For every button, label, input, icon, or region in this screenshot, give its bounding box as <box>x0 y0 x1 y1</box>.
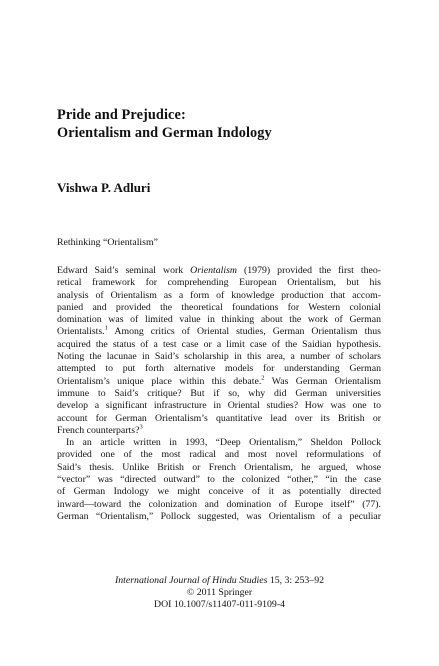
body-line: French counterparts?$^3$ <box>57 423 143 436</box>
body-line: of German Indology we might conceive of it as potentially directed <box>57 486 381 498</box>
journal-citation: International Journal of Hindu Studies 15, 3: 253–92 <box>115 575 324 586</box>
page-footer <box>0 575 439 611</box>
body-line: inward—toward the colonization and domination of Europe itself” (77). <box>57 498 381 510</box>
body-line: immune to Said’s critique? But if so, why did German universities <box>57 387 381 399</box>
body-line: Orientalists.$^1$ Among critics of Oriental studies, German Orientalism thus <box>57 325 381 338</box>
journal-name: International Journal of Hindu Studies <box>115 575 268 586</box>
body-line: German “Orientalism,” Pollock suggested, was Orientalism of a peculiar <box>57 510 381 522</box>
section-heading: Rethinking “Orientalism” <box>57 237 158 248</box>
body-line: panied and provided the theoretical foundations for Western colonial <box>57 301 381 313</box>
body-line: provided one of the most radical and most novel reformulations of <box>57 449 381 461</box>
footnote-marker[interactable]: 3 <box>139 423 143 431</box>
footnote-marker[interactable]: 1 <box>104 325 108 333</box>
body-text <box>57 265 381 523</box>
body-line: account for German Orientalism’s quantitative lead over its British or <box>57 412 381 424</box>
body-line: Orientalism’s unique place within this debate.$^2$ Was German Orientalism <box>57 374 381 387</box>
footnote-marker[interactable]: 2 <box>261 374 265 382</box>
body-line: attempted to put forth alternative models for understanding German <box>57 363 381 375</box>
copyright-notice: © 2011 Springer <box>186 587 253 598</box>
body-line: “vector” was “directed outward” to the colonized “other,” “in the case <box>57 474 381 486</box>
body-line: Said’s thesis. Unlike British or French Orientalism, he argued, whose <box>57 461 381 473</box>
body-line: retical framework for comprehending European Orientalism, but his <box>57 277 381 289</box>
book-title: Orientalism <box>190 265 237 276</box>
author-name: Vishwa P. Adluri <box>57 180 151 195</box>
doi-link[interactable]: DOI 10.1007/s11407-011-9109-4 <box>154 599 285 610</box>
title-line-1: Pride and Prejudice: <box>57 107 186 123</box>
body-line: Noting the lacunae in Said’s scholarship in this area, a number of scholars <box>57 351 381 363</box>
title-line-2: Orientalism and German Indology <box>57 125 272 141</box>
body-line: analysis of Orientalism as a form of knowledge production that accom- <box>57 289 381 301</box>
body-line: domination was of limited value in thinking about the work of German <box>57 314 381 326</box>
body-line: Edward Said’s seminal work Orientalism (1979) provided the first theo- <box>57 265 381 276</box>
body-line: acquired the status of a test case or a limit case of the Saidian hypothesis. <box>57 338 381 350</box>
body-line: develop a significant infrastructure in Oriental studies? How was one to <box>57 400 381 412</box>
article-title <box>57 106 387 142</box>
body-line: In an article written in 1993, “Deep Orientalism,” Sheldon Pollock <box>66 437 381 449</box>
